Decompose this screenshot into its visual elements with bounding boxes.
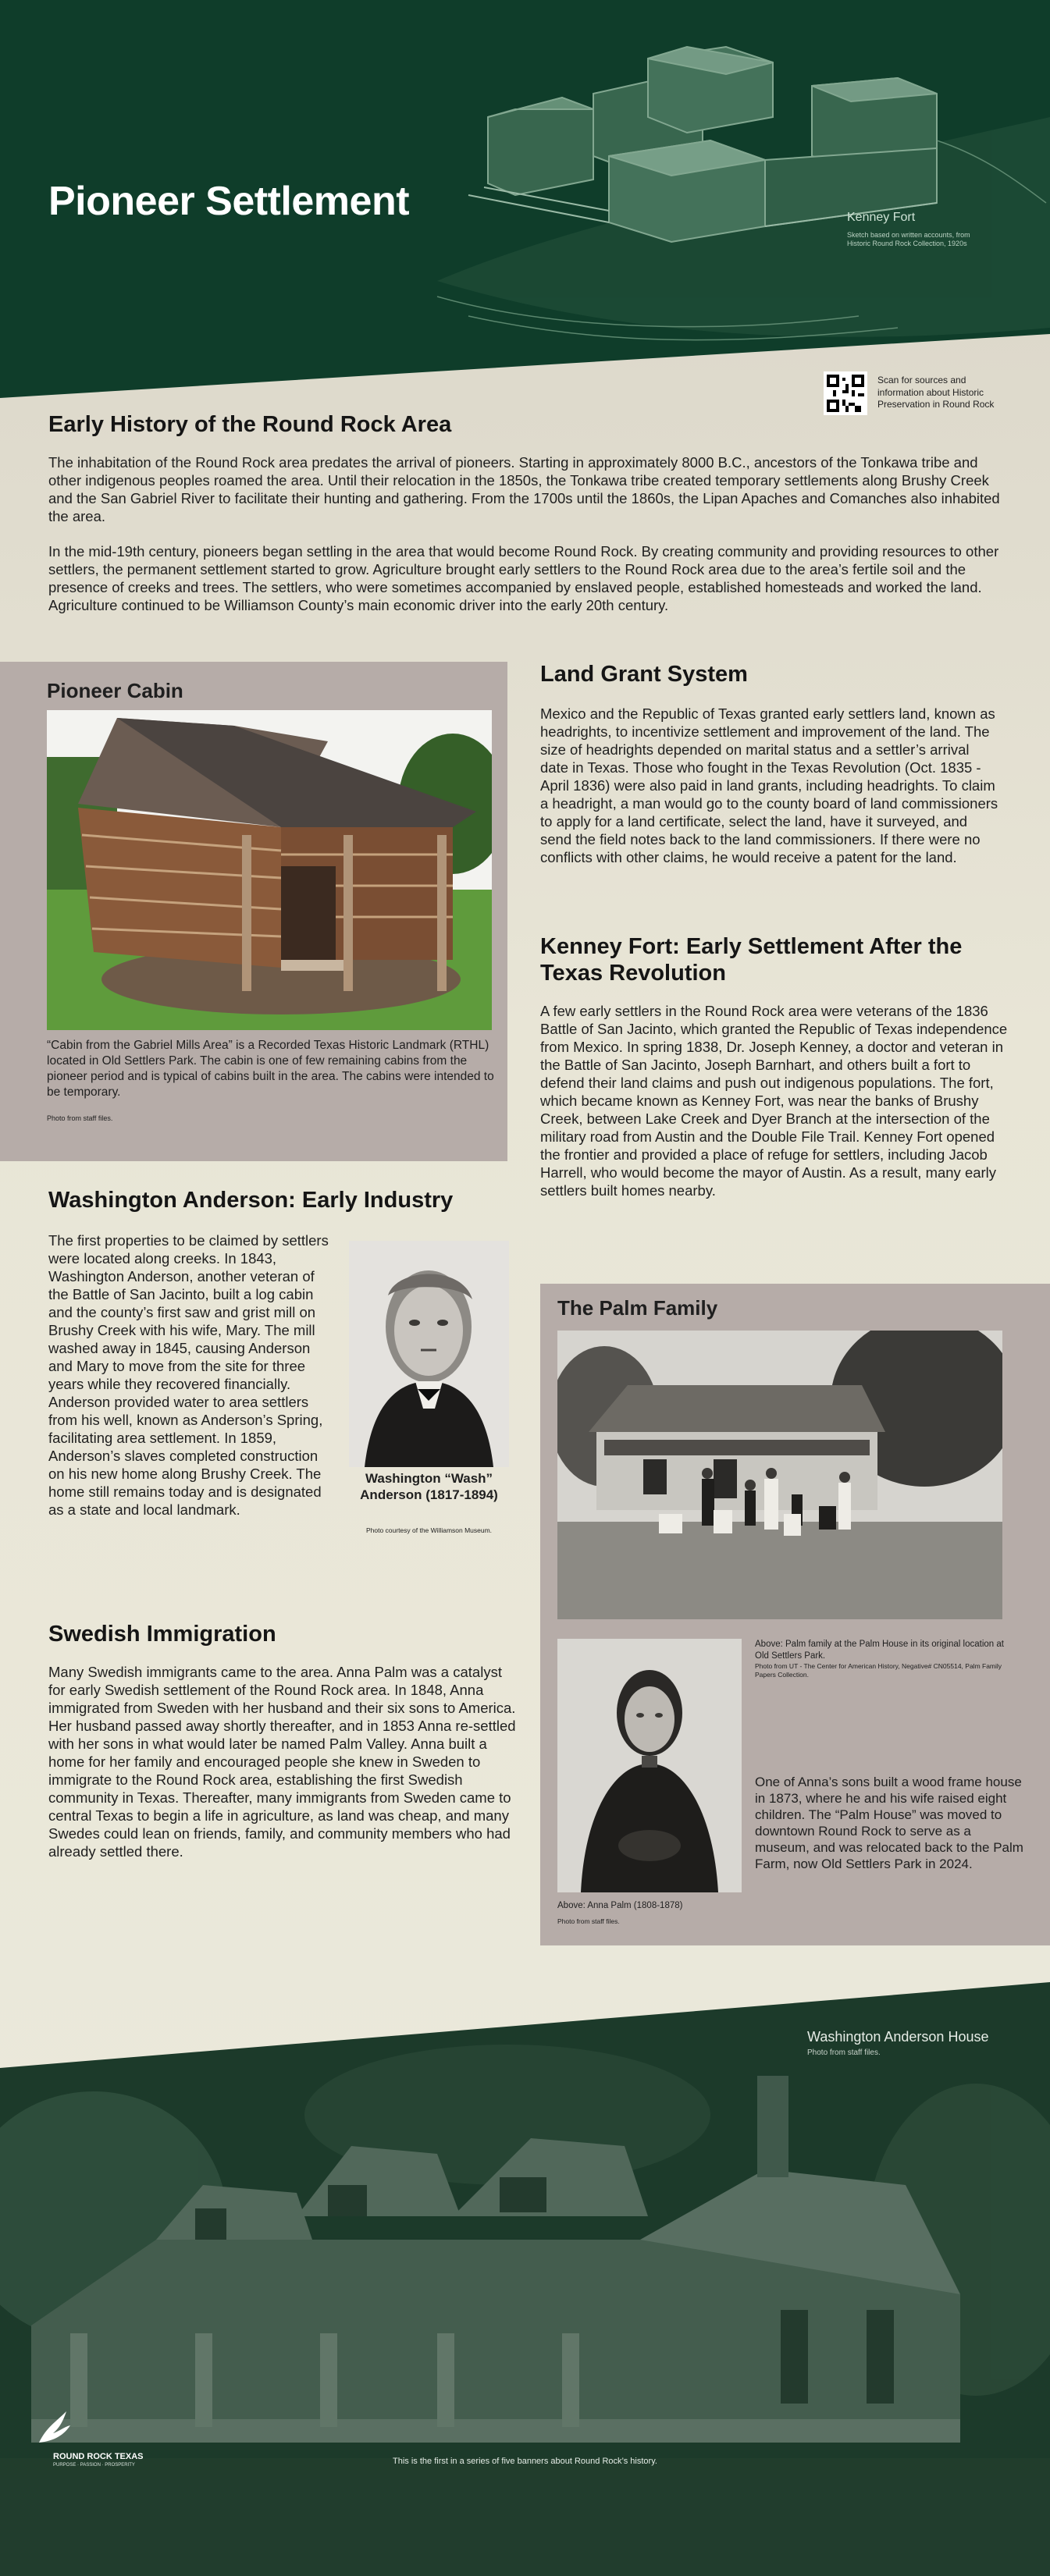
page-title: Pioneer Settlement — [48, 179, 410, 224]
footer-band — [0, 1982, 1050, 2576]
logo-tagline: PURPOSE · PASSION · PROSPERITY — [53, 2463, 135, 2468]
house-caption — [807, 2029, 988, 2057]
kenney-fort-heading: Kenney Fort: Early Settlement After the Texas Revolution — [540, 934, 963, 986]
swedish-immigration-body: Many Swedish immigrants came to the area. Anna Palm was a catalyst for early Swedish settlement of the Round Rock area. In 1848, Anna immigrated from Sweden with her husband and their six sons to America. Her husband passed away shortly thereafter, and in 1853 Anna re-settled with her sons in what would later be named Palm Valley. Anna built a home for her family and encouraged people she knew in Sweden to immigrate to the Round Rock area, establishing the first Swedish community in Texas. Thereafter, many immigrants from Sweden came to central Texas to begin a life in agriculture, as land was cheap, and many Swedes could lean on friends, family, and community members who had already settled there. — [48, 1664, 516, 1860]
swedish-immigration-section — [48, 1622, 517, 1860]
anna-palm-portrait — [557, 1639, 742, 1892]
fort-caption-credit: Sketch based on written accounts, from Historic Round Rock Collection, 1920s — [847, 231, 970, 248]
pioneer-cabin-panel — [0, 662, 507, 1161]
house-caption-credit: Photo from staff files. — [807, 2048, 881, 2057]
pioneer-cabin-caption: “Cabin from the Gabriel Mills Area” is a Recorded Texas Historic Landmark (RTHL) located in Old Settlers Park. The cabin is one of few remaining cabins from the pioneer period and is typical of cabins built in the area. The cabins were intended to be temporary. — [47, 1039, 494, 1099]
land-grant-section — [540, 662, 1001, 866]
logo-name: ROUND ROCK TEXAS — [53, 2452, 144, 2461]
round-rock-bird-icon — [31, 2404, 78, 2450]
washington-anderson-portrait-credit: Photo courtesy of the Williamson Museum. — [365, 1526, 493, 1534]
washington-anderson-portrait — [349, 1241, 509, 1467]
early-history-heading: Early History of the Round Rock Area — [48, 412, 452, 437]
header-band — [0, 0, 1050, 406]
palm-family-photo-credit: Photo from UT - The Center for American History, Negative# CN05514, Palm Family Papers Collection. — [755, 1662, 1002, 1679]
qr-code-icon — [827, 375, 864, 412]
palm-family-photo — [557, 1331, 1002, 1619]
anna-palm-caption: Above: Anna Palm (1808-1878) — [557, 1901, 683, 1910]
washington-anderson-heading: Washington Anderson: Early Industry — [48, 1188, 454, 1213]
palm-family-panel — [540, 1284, 1050, 1945]
palm-house-body: One of Anna’s sons built a wood frame house in 1873, where he and his wife raised eight children. The “Palm House” was moved to downtown Round Rock to serve as a museum, and was relocated back to the Palm Farm, now Old Settlers Park in 2024. — [755, 1775, 1023, 1871]
anna-palm-credit: Photo from staff files. — [557, 1917, 620, 1925]
fort-caption-title: Kenney Fort — [847, 211, 916, 224]
early-history-section — [48, 412, 1001, 631]
house-caption-title: Washington Anderson House — [807, 2029, 989, 2045]
round-rock-logo — [31, 2404, 144, 2468]
pioneer-cabin-photo — [47, 710, 492, 1030]
palm-family-photo-caption: Above: Palm family at the Palm House in its original location at Old Settlers Park. — [755, 1640, 1004, 1661]
washington-anderson-house-photo — [0, 1982, 1050, 2576]
series-note: This is the first in a series of five banners about Round Rock’s history. — [393, 2457, 657, 2466]
early-history-paragraph-2: In the mid-19th century, pioneers began settling in the area that would become Round Rock. By creating community and providing resources to other settlers, the permanent settlement started to grow. Agriculture brought early settlers to the Round Rock area due to the area’s fertile soil and the presence of creeks and trees. The settlers, who were sometimes accompanied by enslaved people, established homesteads and worked the land. Agriculture continued to be Williamson County’s main economic driver into the early 20th century. — [48, 543, 999, 613]
swedish-immigration-heading: Swedish Immigration — [48, 1622, 276, 1647]
washington-anderson-portrait-caption: Washington “Wash” Anderson (1817-1894) — [360, 1471, 498, 1502]
kenney-fort-body: A few early settlers in the Round Rock area were veterans of the 1836 Battle of San Jacinto, which granted the Republic of Texas independence from Mexico. In spring 1838, Dr. Joseph Kenney, a doctor and veteran in the Battle of San Jacinto, Joseph Barnhart, and others built a fort to defend their land claims and push out indigenous populations. The fort, which became known as Kenney Fort, was near the banks of Brushy Creek, between Lake Creek and Dyer Branch at the intersection of the military road from Austin and the Double File Trail. Kenney Fort opened the frontier and provided a place of refuge for settlers, including Jacob Harrell, who would become the mayor of Austin. As a result, many early settlers built homes nearby. — [540, 1003, 1008, 1199]
qr-caption: Scan for sources and information about Historic Preservation in Round Rock — [877, 375, 995, 410]
washington-anderson-section — [48, 1188, 517, 1534]
palm-family-heading: The Palm Family — [557, 1296, 718, 1320]
washington-anderson-body: The first properties to be claimed by settlers were located along creeks. In 1843, Washington Anderson, another veteran of the Battle of San Jacinto, built a log cabin and the county’s first saw and grist mill on Brushy Creek with his wife, Mary. The mill washed away in 1845, causing Anderson and Mary to move from the site for three years while they recovered financially. Anderson provided water to area settlers from his well, known as Anderson’s Spring, facilitating area settlement. In 1859, Anderson’s slaves completed construction on his new home along Brushy Creek. The home still remains today and is designated as a state and local landmark. — [48, 1232, 329, 1518]
land-grant-heading: Land Grant System — [540, 662, 748, 687]
early-history-paragraph-1: The inhabitation of the Round Rock area predates the arrival of pioneers. Starting in approximately 8000 B.C., ancestors of the Tonkawa tribe and other indigenous peoples roamed the area. Until their relocation in the 1850s, the Tonkawa tribe created temporary settlements along Brushy Creek and the San Gabriel River to facilitate their hunting and gathering. From the 1700s until the 1860s, the Lipan Apaches and Comanches also inhabited the area. — [48, 454, 1000, 524]
kenney-fort-section — [540, 933, 1009, 1199]
fort-caption — [847, 211, 988, 249]
qr-code[interactable] — [824, 371, 867, 415]
pioneer-cabin-heading: Pioneer Cabin — [47, 679, 183, 702]
land-grant-body: Mexico and the Republic of Texas granted early settlers land, known as headrights, to incentivize settlement and improvement of the land. The size of headrights depended on marital status and a settler’s arrival date in Texas. Those who fought in the Texas Revolution (Oct. 1835 - April 1836) were also paid in land grants, including headrights. To claim a headright, a man would go to the county board of land commissioners to apply for a land certificate, select the land, have it surveyed, and send the field notes back to the land commissioners. If there were no conflicts with other claims, he would receive a patent for the land. — [540, 705, 998, 865]
pioneer-cabin-credit: Photo from staff files. — [47, 1114, 113, 1122]
